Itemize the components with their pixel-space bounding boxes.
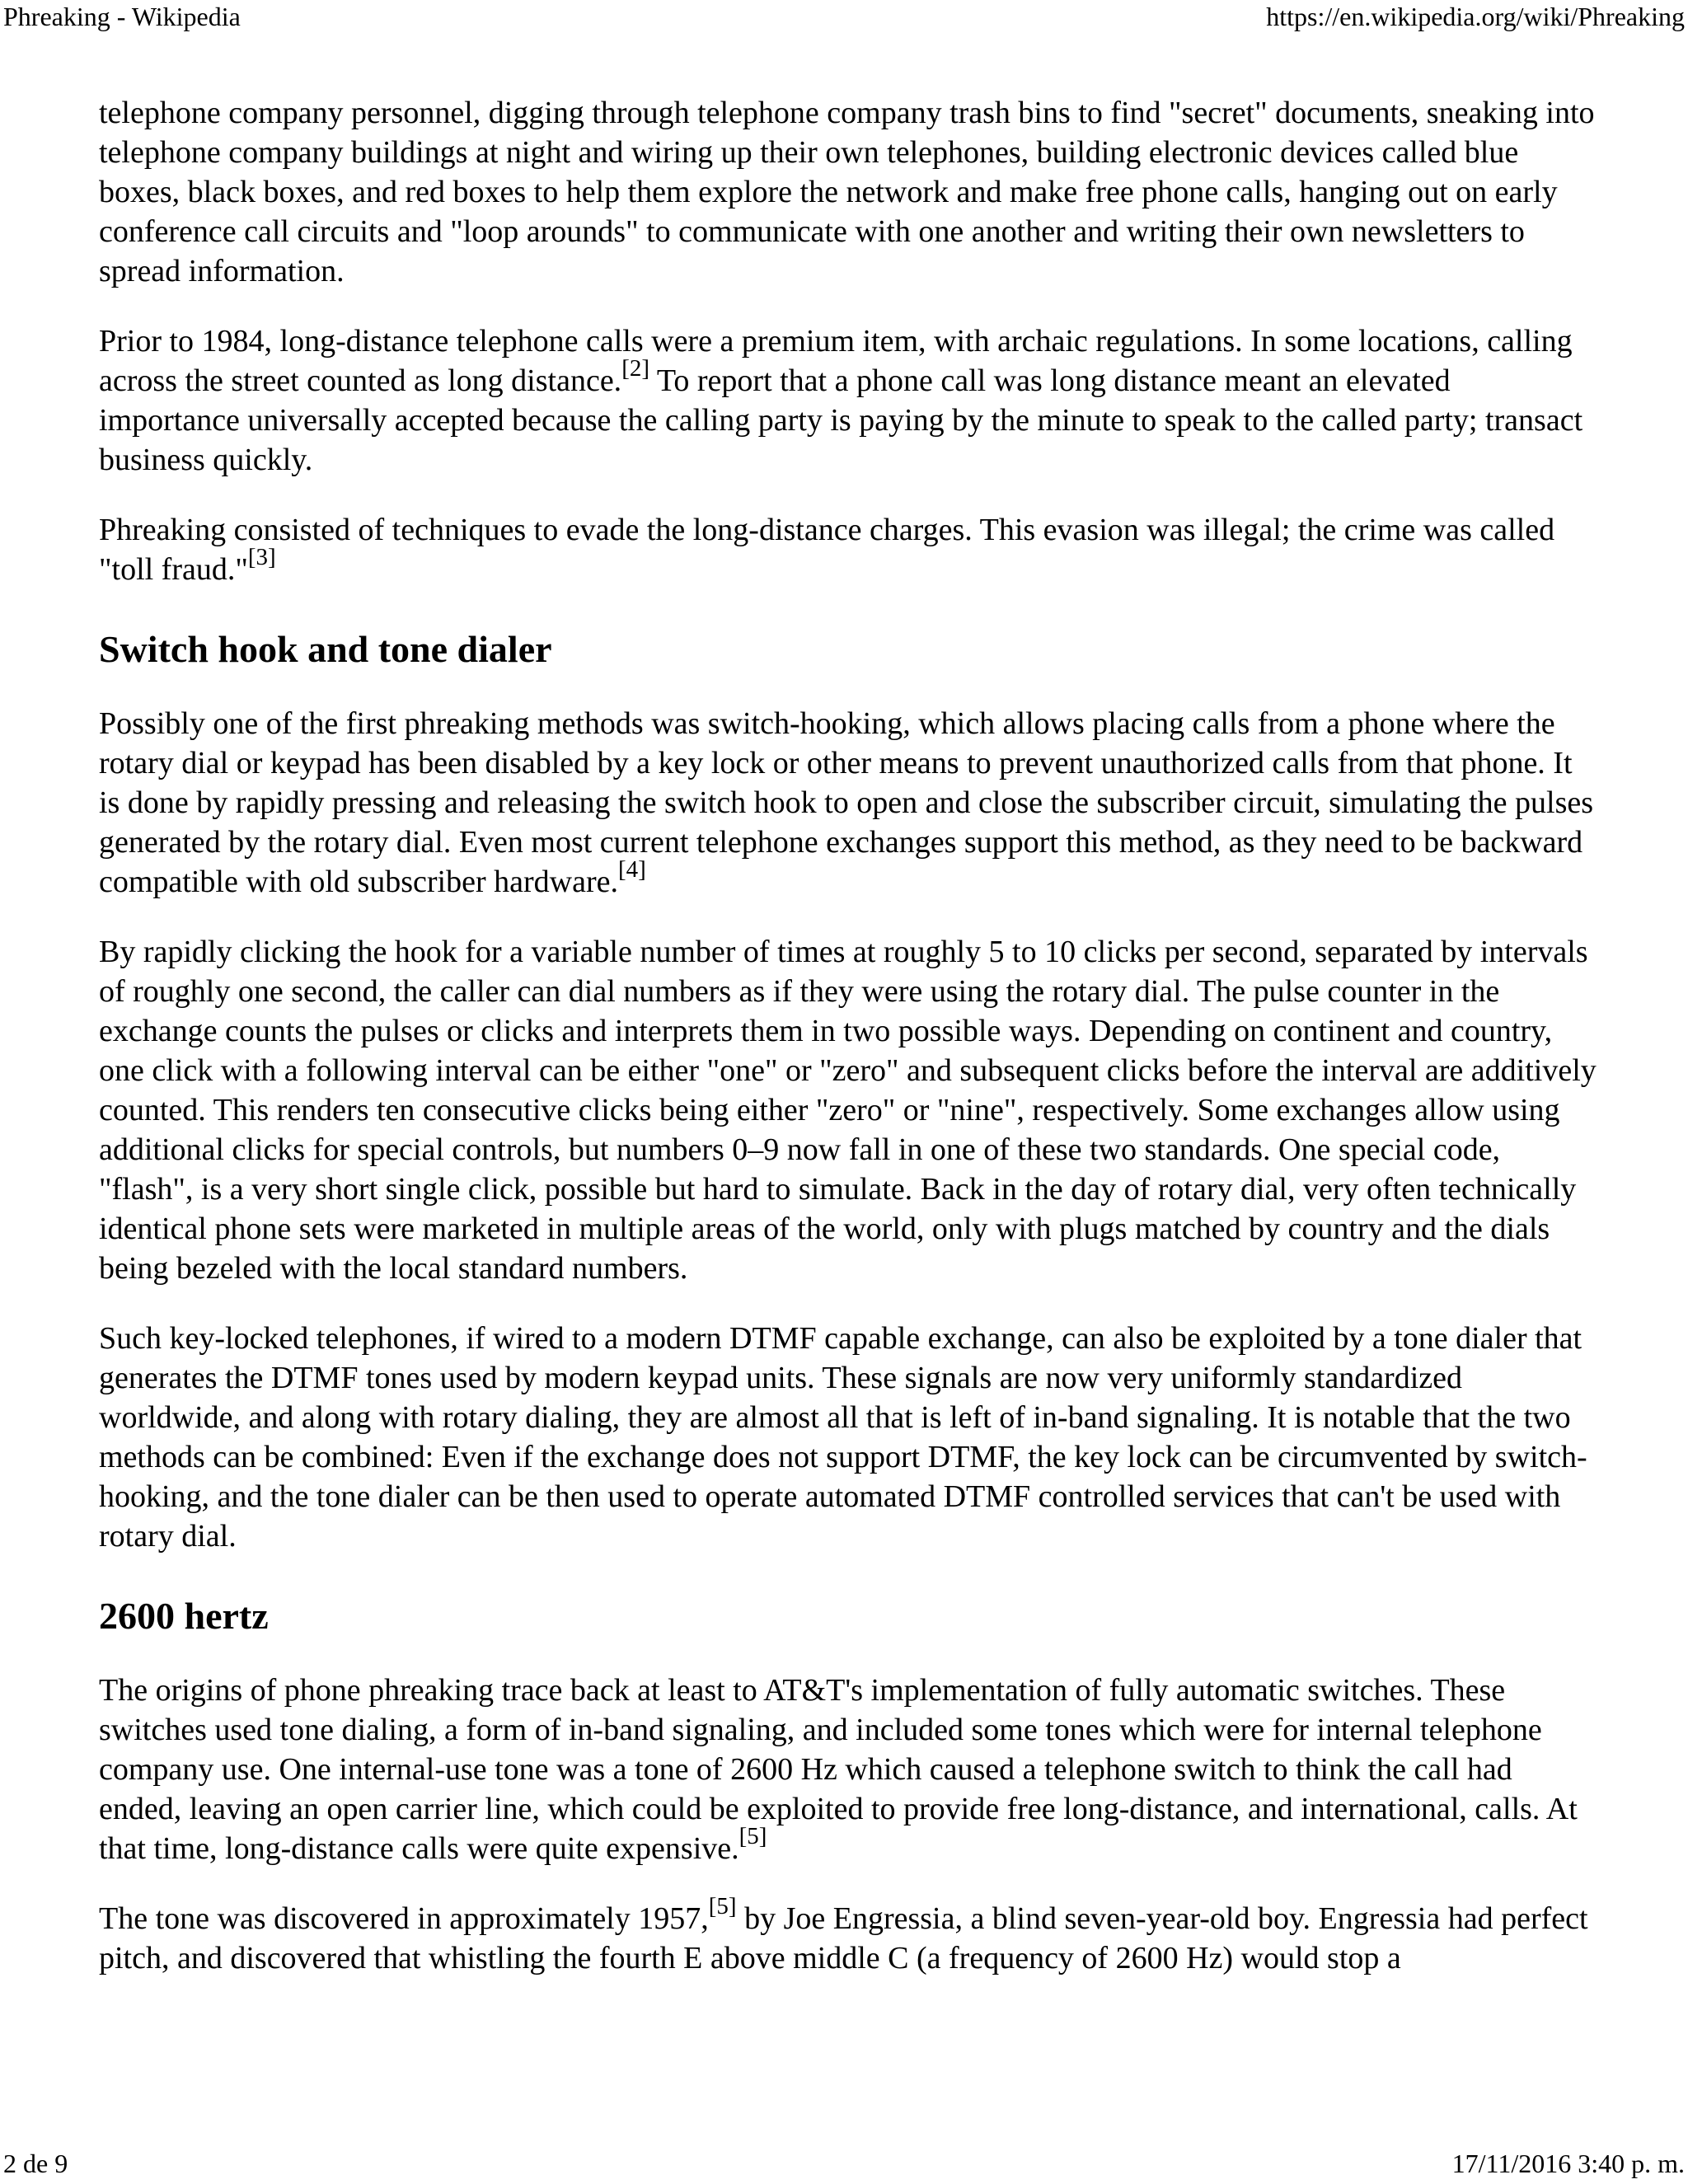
paragraph: Such key-locked telephones, if wired to a modern DTMF capable exchange, can also be exploited by a tone dialer that generates the DTMF tones used by modern keypad units. These signals are now very uniformly standardized worldwide, and along with rotary dialing, they are almost all that is left of in-band signaling. It is notable that the two methods can be combined: Even if the exchange does not support DTMF, the key lock can be circumvented by switch-hooking, and the tone dialer can be then used to operate automated DTMF controlled services that can't be used with rotary dial. <box>99 1321 1587 1554</box>
article-body <box>99 93 1599 2008</box>
print-datetime: 17/11/2016 3:40 p. m. <box>1451 2149 1685 2178</box>
paragraph: Prior to 1984, long-distance telephone calls were a premium item, with archaic regulations. In some locations, calling across the street counted as long distance.[2] To report that a phone call was long distance meant an elevated importance universally accepted because the calling party is paying by the minute to speak to the called party; transact business quickly. <box>99 324 1583 477</box>
print-header <box>0 0 1688 33</box>
paragraph: The origins of phone phreaking trace back at least to AT&T's implementation of fully automatic switches. These switches used tone dialing, a form of in-band signaling, and included some tones which were for internal telephone company use. One internal-use tone was a tone of 2600 Hz which caused a telephone switch to think the call had ended, leaving an open carrier line, which could be exploited to provide free long-distance, and international, calls. At that time, long-distance calls were quite expensive.[5] <box>99 1673 1578 1866</box>
paragraph: telephone company personnel, digging through telephone company trash bins to find "secret" documents, sneaking into telephone company buildings at night and wiring up their own telephones, building electronic devices called blue boxes, black boxes, and red boxes to help them explore the network and make free phone calls, hanging out on early conference call circuits and "loop arounds" to communicate with one another and writing their own newsletters to spread information. <box>99 96 1595 288</box>
print-footer <box>0 2147 1688 2180</box>
citation-link[interactable]: [3] <box>247 544 276 571</box>
page-number: 2 de 9 <box>3 2149 68 2178</box>
section-heading-switch-hook: Switch hook and tone dialer <box>99 628 552 670</box>
citation-link[interactable]: [4] <box>617 856 646 883</box>
paragraph: The tone was discovered in approximately 1957,[5] by Joe Engressia, a blind seven-year-old boy. Engressia had perfect pitch, and discovered that whistling the fourth E above middle C (a frequency of 2600 Hz) would stop a <box>99 1893 1588 1975</box>
page-url: https://en.wikipedia.org/wiki/Phreaking <box>1266 2 1685 31</box>
citation-link[interactable]: [5] <box>708 1893 737 1920</box>
page-title: Phreaking - Wikipedia <box>3 2 241 31</box>
citation-link[interactable]: [5] <box>738 1823 767 1850</box>
citation-link[interactable]: [2] <box>621 355 650 382</box>
section-heading-2600-hertz: 2600 hertz <box>99 1595 269 1637</box>
paragraph: By rapidly clicking the hook for a variable number of times at roughly 5 to 10 clicks per second, separated by intervals of roughly one second, the caller can dial numbers as if they were using the rotary dial. The pulse counter in the exchange counts the pulses or clicks and interprets them in two possible ways. Depending on continent and country, one click with a following interval can be either "one" or "zero" and subsequent clicks before the interval are additively counted. This renders ten consecutive clicks being either "zero" or "nine", respectively. Some exchanges allow using additional clicks for special controls, but numbers 0–9 now fall in one of these two standards. One special code, "flash", is a very short single click, possible but hard to simulate. Back in the day of rotary dial, very often technically identical phone sets were marketed in multiple areas of the world, only with plugs matched by country and the dials being bezeled with the local standard numbers. <box>99 935 1597 1286</box>
paragraph: Possibly one of the first phreaking methods was switch-hooking, which allows placing calls from a phone where the rotary dial or keypad has been disabled by a key lock or other means to prevent unauthorized calls from that phone. It is done by rapidly pressing and releasing the switch hook to open and close the subscriber circuit, simulating the pulses generated by the rotary dial. Even most current telephone exchanges support this method, as they need to be backward compatible with old subscriber hardware.[4] <box>99 706 1594 899</box>
paragraph: Phreaking consisted of techniques to evade the long-distance charges. This evasion was illegal; the crime was called "toll fraud."[3] <box>99 513 1555 587</box>
